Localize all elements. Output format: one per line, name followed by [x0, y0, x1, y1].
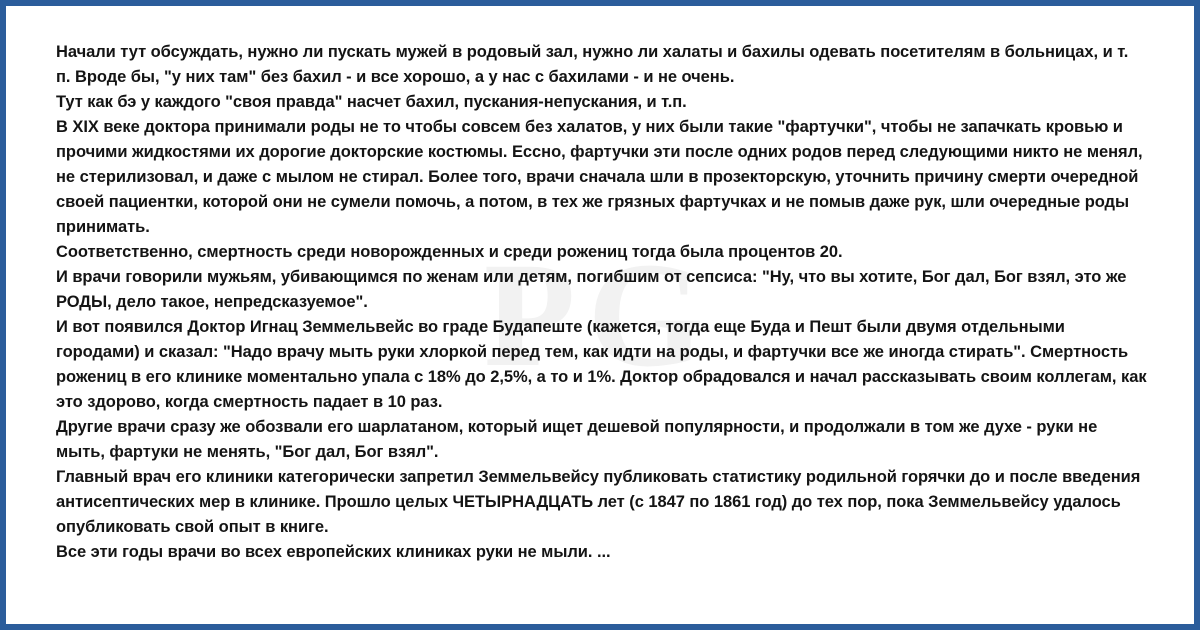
paragraph: Все эти годы врачи во всех европейских клиниках руки не мыли. ...	[56, 543, 611, 561]
page-border-top	[0, 0, 1200, 6]
article-body	[56, 40, 1148, 565]
paragraph: И вот появился Доктор Игнац Земмельвейс во граде Будапеште (кажется, тогда еще Буда и Пешт были двумя отдельными городами) и сказал: "Надо врачу мыть руки хлоркой перед тем, как идти на роды, и фартучки все же иногда стирать". Смертность рожениц в его клинике моментально упала с 18% до 2,5%, а то и 1%. Доктор обрадовался и начал рассказывать своим коллегам, как это здорово, когда смертность падает в 10 раз.	[56, 318, 1147, 411]
paragraph: Главный врач его клиники категорически запретил Земмельвейсу публиковать статистику родильной горячки до и после введения антисептических мер в клинике. Прошло целых ЧЕТЫРНАДЦАТЬ лет (с 1847 по 1861 год) до тех пор, пока Земмельвейсу удалось опубликовать свой опыт в книге.	[56, 468, 1141, 536]
paragraph: В XIX веке доктора принимали роды не то чтобы совсем без халатов, у них были такие "фартучки", чтобы не запачкать кровью и прочими жидкостями их дорогие докторские костюмы. Ессно, фартучки эти после одних родов перед следующими никто не менял, не стерилизовал, и даже с мылом не стирал. Более того, врачи сначала шли в прозекторскую, уточнить причину смерти очередной своей пациентки, которой они не сумели помочь, а потом, в тех же грязных фартучках и не помыв даже рук, шли очередные роды принимать.	[56, 118, 1143, 236]
paragraph: И врачи говорили мужьям, убивающимся по женам или детям, погибшим от сепсиса: "Ну, что вы хотите, Бог дал, Бог взял, это же РОДЫ, дело такое, непредсказуемое".	[56, 268, 1127, 311]
paragraph: Тут как бэ у каждого "своя правда" насчет бахил, пускания-непускания, и т.п.	[56, 93, 687, 111]
page-border-bottom	[0, 624, 1200, 630]
paragraph: п. Вроде бы, "у них там" без бахил - и все хорошо, а у нас с бахилами - и не очень.	[56, 68, 735, 86]
paragraph: Соответственно, смертность среди новорожденных и среди рожениц тогда была процентов 20.	[56, 243, 843, 261]
watermark: PG	[483, 232, 717, 398]
paragraph: Начали тут обсуждать, нужно ли пускать мужей в родовый зал, нужно ли халаты и бахилы одевать посетителям в больницах, и т.	[56, 43, 1129, 61]
page-border-left	[0, 0, 6, 630]
paragraph: Другие врачи сразу же обозвали его шарлатаном, который ищет дешевой популярности, и продолжали в том же духе - руки не мыть, фартуки не менять, "Бог дал, Бог взял".	[56, 418, 1098, 461]
page-border-right	[1194, 0, 1200, 630]
